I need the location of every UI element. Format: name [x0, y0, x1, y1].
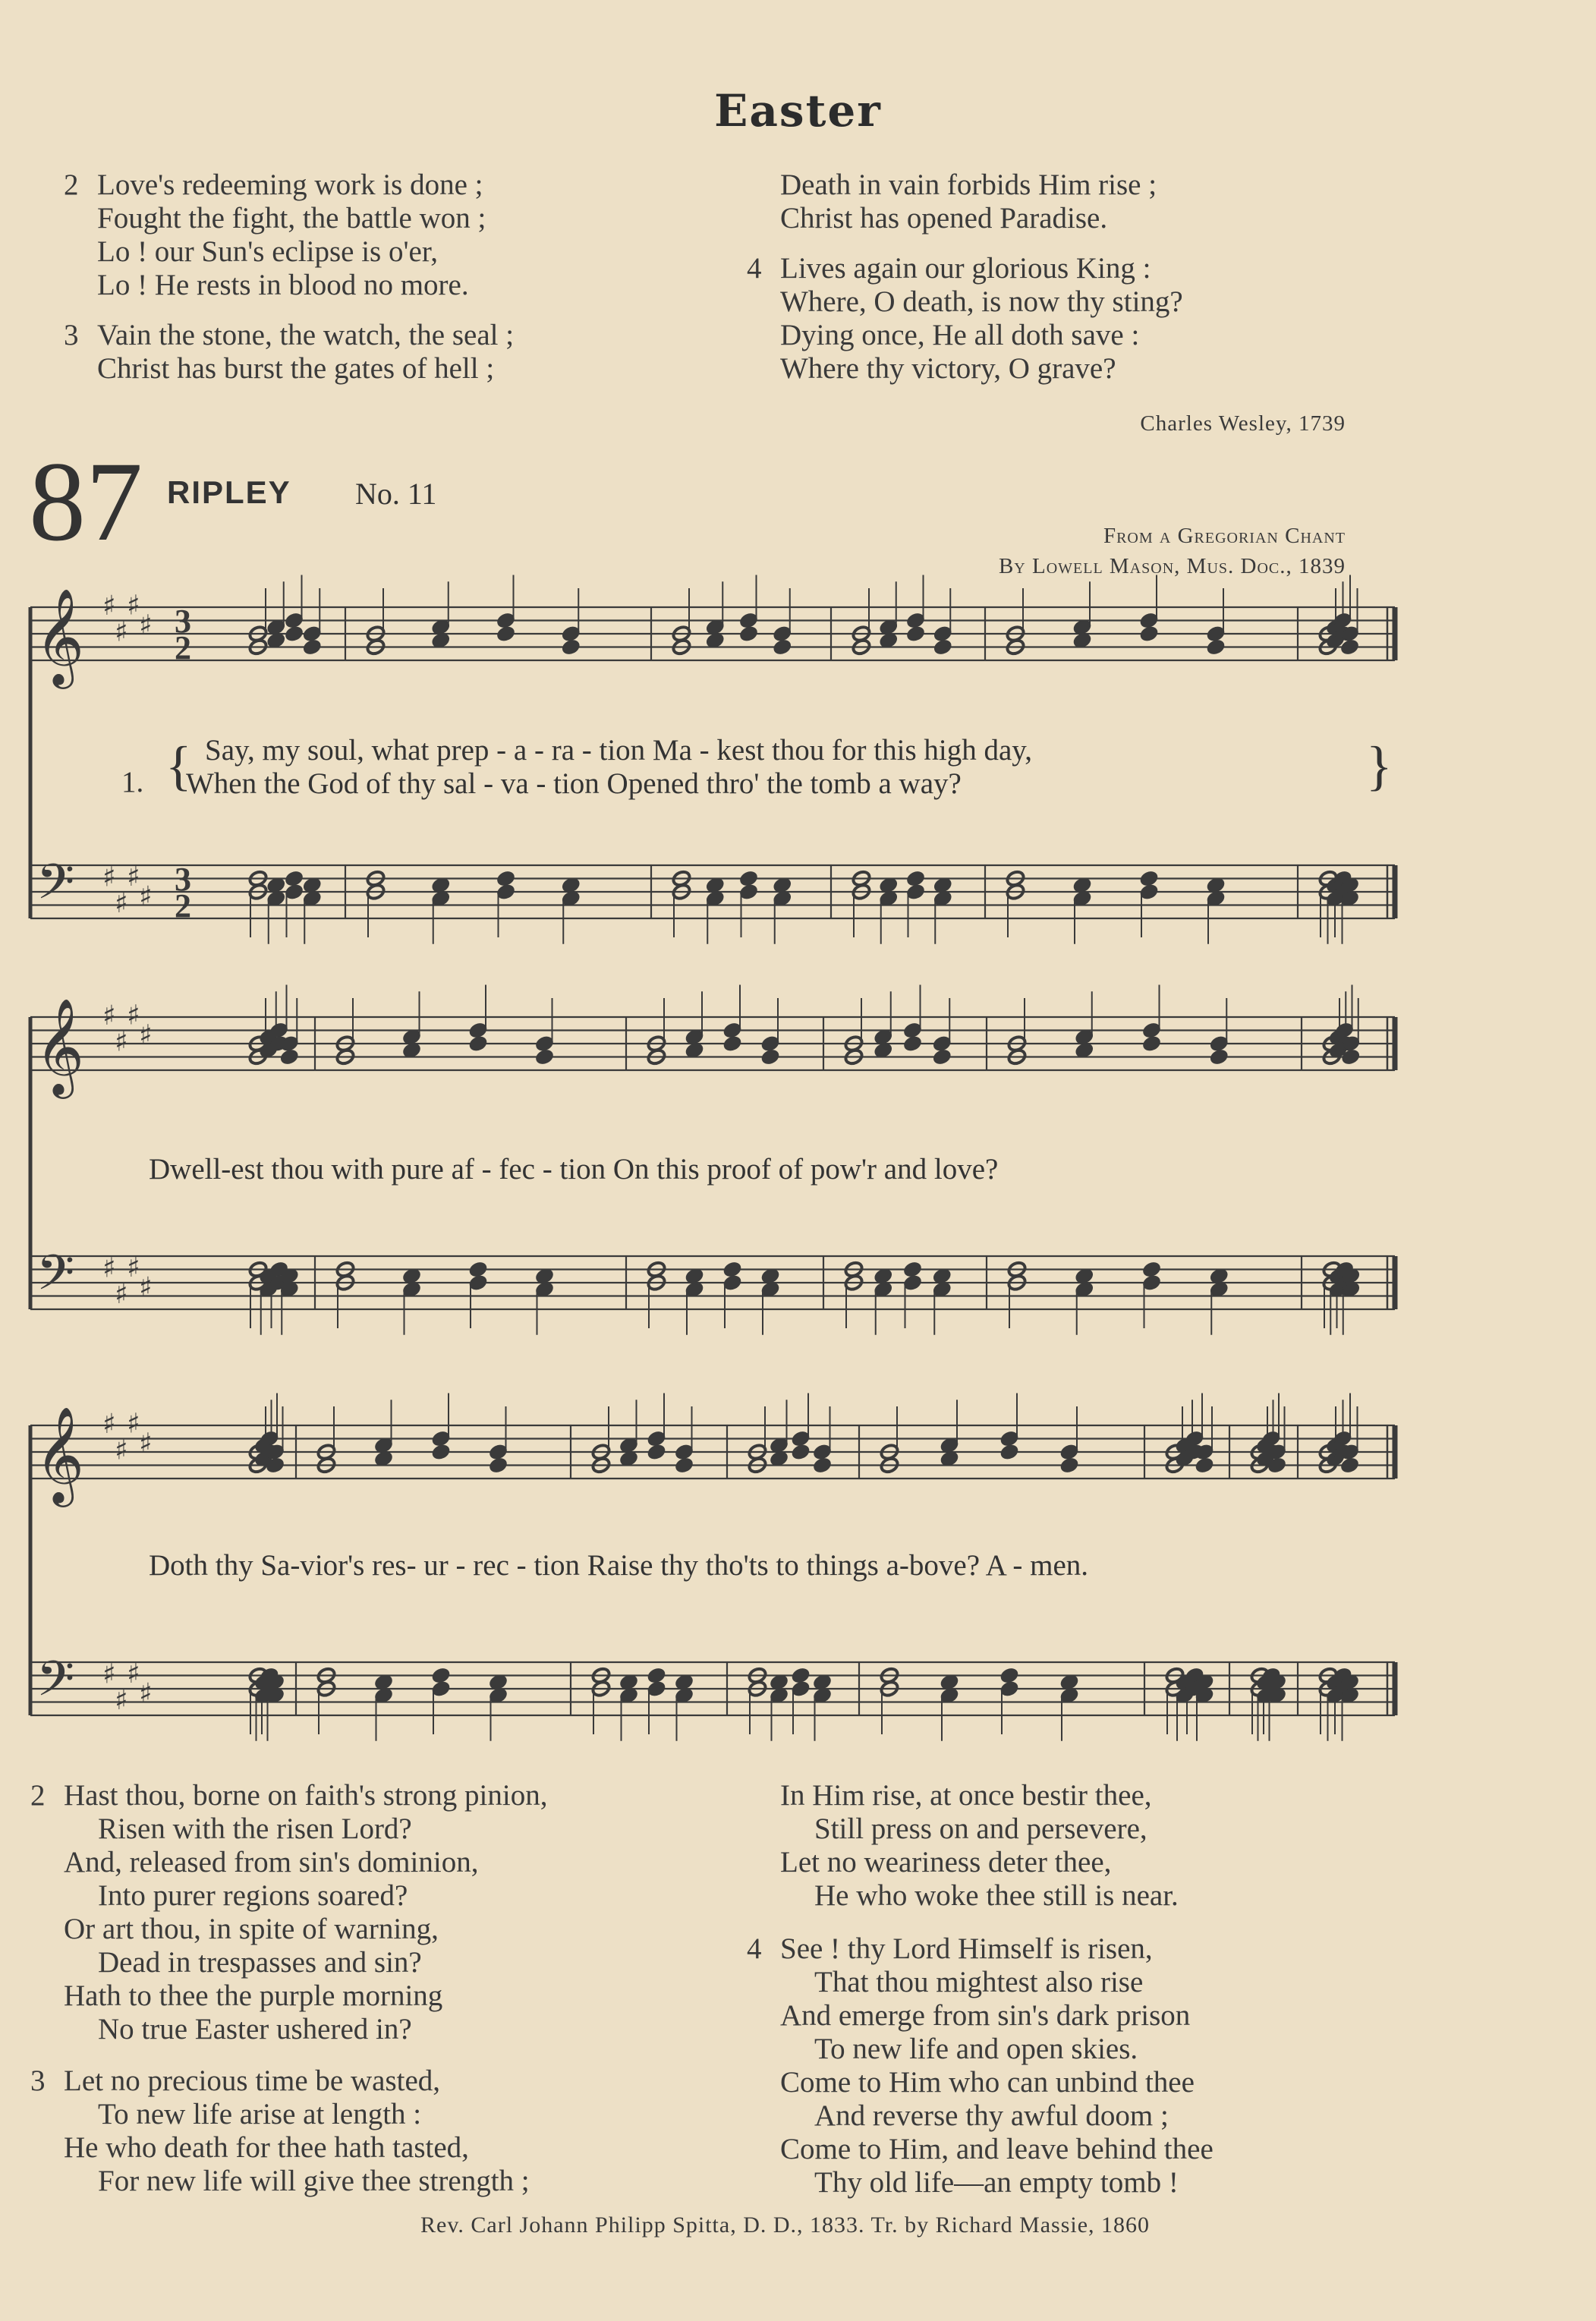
verse-line: For new life will give thee strength ;: [98, 2165, 530, 2197]
treble-note: [468, 1035, 489, 1053]
verse-number: 4: [747, 252, 762, 285]
bottom-verse-3: [30, 2064, 530, 2198]
treble-note: [1206, 638, 1226, 657]
treble-clef: 𝄞: [35, 587, 85, 685]
verse-number: 4: [747, 1932, 762, 1965]
treble-note: [279, 1048, 300, 1066]
top-attribution: Charles Wesley, 1739: [1140, 411, 1346, 436]
verse-number: 3: [30, 2064, 46, 2097]
treble-clef: 𝄞: [35, 1406, 85, 1503]
time-signature: 3: [175, 603, 191, 640]
verse-line: Hast thou, borne on faith's strong pinion,: [64, 1779, 548, 1812]
verse-line: Still press on and persevere,: [814, 1812, 1147, 1845]
key-sharp: ♯: [127, 590, 140, 622]
bass-clef: 𝄢: [36, 854, 75, 923]
treble-note: [1209, 1048, 1229, 1066]
key-sharp: ♯: [127, 1658, 140, 1690]
verse-line: Or art thou, in spite of warning,: [64, 1913, 439, 1945]
treble-note: [1059, 1457, 1080, 1475]
verse-line: Come to Him who can unbind thee: [780, 2066, 1195, 2099]
treble-note: [933, 638, 953, 657]
treble-note: [722, 1035, 743, 1053]
key-sharp: ♯: [115, 887, 128, 919]
treble-note: [760, 1048, 781, 1066]
treble-note: [534, 1048, 555, 1066]
time-signature: 2: [175, 887, 191, 924]
treble-note: [772, 638, 792, 657]
treble-note: [1139, 625, 1160, 643]
verse-number: 2: [30, 1779, 46, 1812]
verse-line: Vain the stone, the watch, the seal ;: [97, 319, 515, 351]
verse-line: And emerge from sin's dark prison: [780, 1999, 1191, 2032]
verse-line: Come to Him, and leave behind thee: [780, 2133, 1214, 2165]
bass-note: [791, 1667, 811, 1685]
lyric-brace-left: {: [165, 735, 192, 796]
lyric-line: When the God of thy sal - va - tion Opened thro' the tomb a way?: [186, 767, 962, 800]
treble-note: [932, 1048, 952, 1066]
key-sharp: ♯: [102, 1409, 116, 1440]
tune-meter: No. 11: [355, 477, 437, 511]
key-sharp: ♯: [127, 1252, 140, 1283]
key-sharp: ♯: [139, 1272, 153, 1303]
treble-note: [488, 1457, 508, 1475]
key-sharp: ♯: [127, 861, 140, 893]
source-line-1: From a Gregorian Chant: [1103, 524, 1346, 548]
treble-note: [647, 1443, 667, 1461]
time-signature: 2: [175, 629, 191, 666]
verse-number: 2: [64, 168, 79, 201]
verse-line: Where, O death, is now thy sting?: [780, 285, 1183, 318]
bass-note: [738, 870, 759, 888]
key-sharp: ♯: [139, 1019, 153, 1051]
verse-label: 1.: [121, 766, 144, 798]
treble-note: [905, 625, 926, 643]
verse-line: Love's redeeming work is done ;: [97, 168, 483, 201]
key-sharp: ♯: [102, 590, 116, 622]
verse-line: Lo ! He rests in blood no more.: [97, 269, 469, 301]
key-sharp: ♯: [102, 1252, 116, 1284]
treble-note: [284, 625, 304, 643]
source-line-2: By Lowell Mason, Mus. Doc., 1839: [998, 554, 1346, 578]
key-sharp: ♯: [139, 609, 153, 641]
bass-note: [902, 1261, 923, 1279]
verse-line: Christ has opened Paradise.: [780, 202, 1108, 235]
verse-line: Lives again our glorious King :: [780, 252, 1151, 285]
lyric-line: Doth thy Sa-vior's res- ur - rec - tion Raise thy tho'ts to things a-bove? A - men.: [149, 1549, 1089, 1582]
bass-note: [999, 1667, 1020, 1685]
treble-note: [902, 1035, 923, 1053]
bass-note: [496, 870, 516, 888]
bottom-verse-2: [30, 1779, 548, 2046]
verse-line: To new life arise at length :: [98, 2098, 422, 2130]
key-sharp: ♯: [115, 1278, 128, 1310]
treble-note: [999, 1443, 1020, 1461]
verse-line: That thou mightest also rise: [814, 1966, 1144, 1998]
treble-note: [561, 638, 581, 657]
treble-note: [302, 638, 323, 657]
verse-line: See ! thy Lord Himself is risen,: [780, 1932, 1153, 1965]
key-sharp: ♯: [115, 1026, 128, 1058]
key-sharp: ♯: [102, 1000, 116, 1031]
verse-line: To new life and open skies.: [814, 2033, 1138, 2065]
verse-line: Risen with the risen Lord?: [98, 1812, 412, 1845]
bass-note: [468, 1261, 489, 1279]
bass-note: [431, 1667, 452, 1685]
treble-note: [496, 625, 516, 643]
treble-note: [791, 1443, 811, 1461]
key-sharp: ♯: [115, 616, 128, 648]
verse-line: In Him rise, at once bestir thee,: [780, 1779, 1152, 1812]
verse-line: No true Easter ushered in?: [98, 2013, 412, 2045]
bass-note: [905, 870, 926, 888]
bass-note: [722, 1261, 743, 1279]
lyric-line: Dwell-est thou with pure af - fec - tion On this proof of pow'r and love?: [149, 1153, 999, 1186]
treble-note: [431, 1443, 452, 1461]
key-sharp: ♯: [115, 1434, 128, 1466]
time-signature: 3: [175, 861, 191, 898]
lyric-line: Say, my soul, what prep - a - ra - tion Ma - kest thou for this high day,: [205, 734, 1032, 767]
verse-line: Let no weariness deter thee,: [780, 1846, 1112, 1879]
verse-line: Thy old life—an empty tomb !: [814, 2166, 1179, 2199]
verse-line: Where thy victory, O grave?: [780, 352, 1116, 385]
bass-note: [284, 870, 304, 888]
verse-line: Christ has burst the gates of hell ;: [97, 352, 495, 385]
bottom-attribution: Rev. Carl Johann Philipp Spitta, D. D., 1833. Tr. by Richard Massie, 1860: [420, 2212, 1151, 2238]
lyric-brace-right: }: [1366, 735, 1393, 796]
treble-note: [1141, 1035, 1162, 1053]
treble-clef: 𝄞: [35, 997, 85, 1094]
verse-line: Let no precious time be wasted,: [64, 2064, 441, 2097]
bass-clef: 𝄢: [36, 1245, 75, 1314]
bass-note: [1141, 1261, 1162, 1279]
verse-line: Dying once, He all doth save :: [780, 319, 1140, 351]
key-sharp: ♯: [127, 1408, 140, 1440]
verse-line: He who woke thee still is near.: [814, 1879, 1179, 1912]
verse-line: Lo ! our Sun's eclipse is o'er,: [97, 235, 438, 268]
bass-clef: 𝄢: [36, 1651, 75, 1720]
key-sharp: ♯: [102, 861, 116, 893]
verse-line: Death in vain forbids Him rise ;: [780, 168, 1157, 201]
treble-note: [738, 625, 759, 643]
verse-line: Dead in trespasses and sin?: [98, 1946, 422, 1979]
key-sharp: ♯: [115, 1684, 128, 1716]
verse-line: Hath to thee the purple morning: [64, 1979, 443, 2012]
tune-name: RIPLEY: [167, 474, 291, 510]
verse-number: 3: [64, 319, 79, 351]
key-sharp: ♯: [139, 881, 153, 912]
treble-note: [812, 1457, 833, 1475]
verse-line: Fought the fight, the battle won ;: [97, 202, 486, 235]
key-sharp: ♯: [139, 1678, 153, 1709]
verse-line: And, released from sin's dominion,: [64, 1846, 479, 1879]
key-sharp: ♯: [102, 1658, 116, 1690]
verse-line: He who death for thee hath tasted,: [64, 2131, 469, 2164]
bottom-verse-3-cont: [780, 1779, 1179, 1913]
treble-note: [1195, 1457, 1215, 1475]
bass-note: [647, 1667, 667, 1685]
key-sharp: ♯: [127, 1000, 140, 1031]
verse-line: Into purer regions soared?: [98, 1879, 408, 1912]
page-header: Easter: [714, 85, 882, 137]
hymn-number: 87: [29, 439, 143, 565]
bottom-verse-4: [747, 1932, 1214, 2200]
treble-note: [674, 1457, 694, 1475]
bass-note: [1139, 870, 1160, 888]
verse-line: And reverse thy awful doom ;: [814, 2099, 1169, 2132]
key-sharp: ♯: [139, 1428, 153, 1460]
